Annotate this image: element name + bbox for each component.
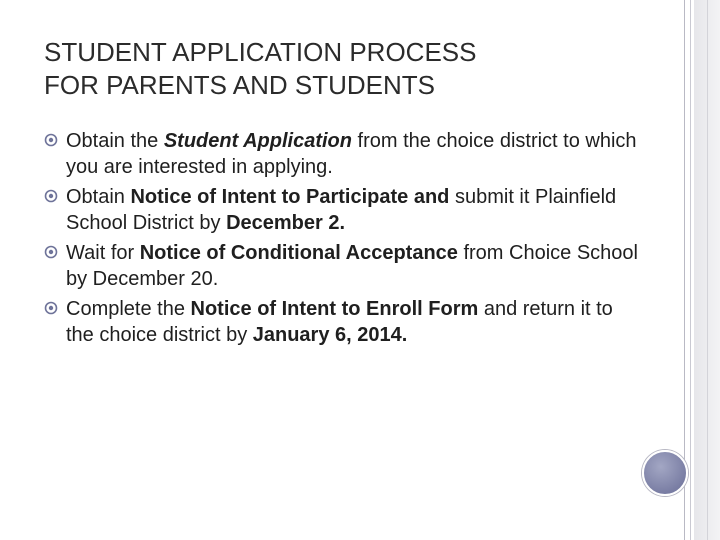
bullet-text-segment: December 2. bbox=[226, 212, 346, 234]
bullet-text-segment: Notice of Conditional Acceptance bbox=[139, 242, 458, 264]
slide-title bbox=[44, 36, 644, 102]
bullet-text-segment: Complete the bbox=[66, 298, 191, 320]
rail-line-right bbox=[690, 0, 691, 540]
bullet-text-segment: Student Application bbox=[163, 130, 352, 152]
bullet-item bbox=[44, 240, 644, 292]
circle-bullet-icon bbox=[44, 133, 58, 147]
bullet-text-segment: submit it Plainfield School District by bbox=[66, 186, 617, 234]
title-line-1: STUDENT APPLICATION PROCESS bbox=[44, 37, 477, 67]
bullet-text-segment: Notice of Intent to Enroll Form bbox=[190, 298, 479, 320]
bullet-text-segment: Wait for bbox=[66, 242, 140, 264]
bullet-text-segment: from the choice district to which you are interested in applying. bbox=[66, 130, 637, 178]
circle-bullet-icon bbox=[44, 189, 58, 203]
bullet-text-segment: Obtain the bbox=[66, 130, 164, 152]
bullet-item bbox=[44, 128, 644, 180]
bullet-item bbox=[44, 296, 644, 348]
rail-line-left bbox=[684, 0, 685, 540]
bullet-text-segment: and return it to the choice district by bbox=[66, 298, 613, 346]
rail-band-edge bbox=[707, 0, 708, 540]
bullet-text-segment: from Choice School by December 20. bbox=[66, 242, 638, 290]
title-line-2: FOR PARENTS AND STUDENTS bbox=[44, 70, 436, 100]
bullet-text-segment: January 6, 2014. bbox=[252, 324, 408, 346]
bullet-text-segment: Obtain bbox=[66, 186, 131, 208]
decorative-circle-icon bbox=[642, 450, 688, 496]
circle-bullet-icon bbox=[44, 245, 58, 259]
bullet-item bbox=[44, 184, 644, 236]
bullet-list bbox=[44, 128, 644, 352]
bullet-text-segment: Notice of Intent to Participate and bbox=[130, 186, 450, 208]
circle-bullet-icon bbox=[44, 301, 58, 315]
